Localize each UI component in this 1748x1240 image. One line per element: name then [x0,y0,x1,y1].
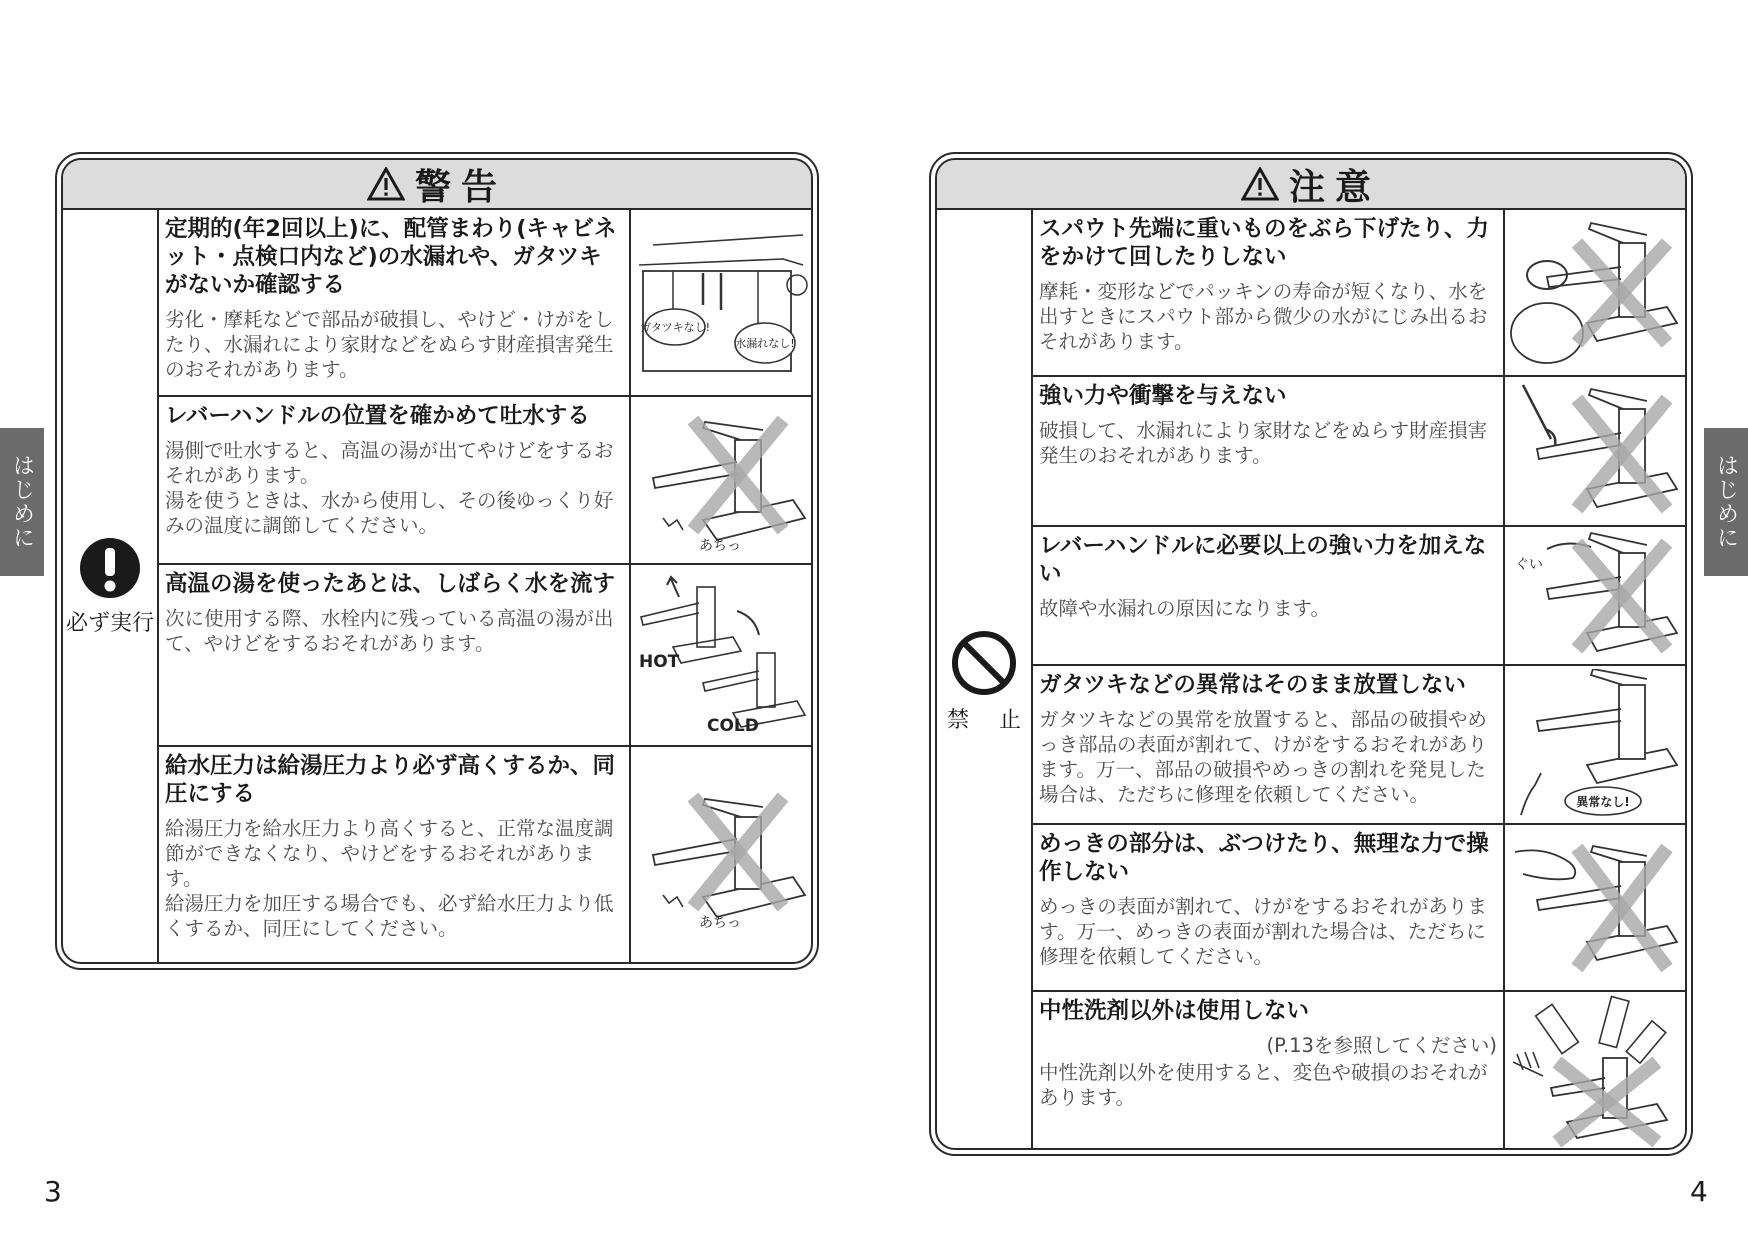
faucet-pressure-illustration [631,747,811,962]
caution-header-title: 注意 [1288,166,1381,208]
warning-box [55,152,819,970]
warning-triangle-icon [1241,167,1279,201]
row-title: レバーハンドルの位置を確かめて吐水する [165,403,590,429]
row-desc: 次に使用する際、水栓内に残っている高温の湯が出て、やけどをするおそれがあります。 [165,607,614,655]
side-tab-right: はじめに [1704,428,1748,576]
impact-faucet-illustration [1505,377,1685,525]
page-number-right: 4 [1690,1175,1708,1208]
row-title: レバーハンドルに必要以上の強い力を加えない [1039,533,1487,587]
warning-row [159,747,811,962]
row-title: 中性洗剤以外は使用しない [1039,998,1310,1024]
row-desc: 破損して、水漏れにより家財などをぬらす財産損害発生のおそれがあります。 [1039,419,1488,467]
exclamation-circle-icon [78,536,142,600]
side-tab-left: はじめに [0,428,44,576]
caution-row [1033,992,1685,1150]
lever-force-illustration [1505,527,1685,664]
row-desc: 摩耗・変形などでパッキンの寿命が短くなり、水を出すときにスパウト部から微少の水がにじみ出るおそれがあります。 [1039,280,1488,353]
row-note: (P.13を参照してください) [1266,1034,1497,1057]
mandatory-label: 必ず実行 [65,610,154,636]
warning-header-title: 警告 [414,166,507,208]
row-title: ガタツキなどの異常はそのまま放置しない [1039,672,1466,698]
warning-row [159,565,811,747]
row-desc: 中性洗剤以外を使用すると、変色や破損のおそれがあります。 [1039,1061,1488,1109]
mandatory-symbol [63,210,159,962]
row-desc: 湯側で吐水すると、高温の湯が出てやけどをするおそれがあります。 湯を使うときは、水から使用し、その後ゆっくり好みの温度に調節してください。 [165,439,614,537]
row-desc: めっきの表面が割れて、けがをするおそれがあります。万一、めっきの表面が割れた場合は、ただちに修理を依頼してください。 [1039,895,1487,968]
kettle-faucet-illustration [1505,210,1685,375]
row-title: 強い力や衝撃を与えない [1039,383,1287,409]
warning-header [63,160,811,210]
prohibited-icon [950,629,1018,697]
row-title: 給水圧力は給湯圧力より必ず高くするか、同圧にする [165,753,616,807]
caution-box [929,152,1693,1156]
caution-row [1033,210,1685,377]
page-number-left: 3 [44,1175,62,1208]
prohibited-symbol [937,210,1052,1150]
faucet-hot-illustration [631,397,811,563]
row-title: 定期的(年2回以上)に、配管まわり(キャビネット・点検口内など)の水漏れや、ガタツキがないか確認する [165,216,617,298]
normal-text: 異常なし! [1576,794,1630,809]
ouch-text: あちっ [699,538,741,554]
row-title: スパウト先端に重いものをぶら下げたり、力をかけて回したりしない [1039,216,1490,270]
prohibited-label: 禁止 [947,707,1052,733]
row-title: めっきの部分は、ぶつけたり、無理な力で操作しない [1039,831,1489,885]
caution-row [1033,527,1685,666]
detergent-illustration [1505,992,1685,1150]
caution-row [1033,377,1685,527]
bubble-text-2: 水漏れなし! [735,336,795,350]
warning-row [159,397,811,565]
row-desc: 故障や水漏れの原因になります。 [1039,597,1330,620]
bubble-text-1: ガタツキなし! [639,320,711,334]
row-title: 高温の湯を使ったあとは、しばらく水を流す [165,571,616,597]
cabinet-illustration [631,210,811,395]
ouch-text: あちっ [699,914,741,931]
hot-label: HOT [639,652,680,672]
row-desc: 給湯圧力を給水圧力より高くすると、正常な温度調節ができなくなり、やけどをするおそれがあります。 給湯圧力を加圧する場合でも、必ず給水圧力より低くするか、同圧にしてください。 [165,817,614,940]
hot-cold-illustration [631,565,811,745]
cold-label: COLD [707,716,759,736]
plating-faucet-illustration [1505,825,1685,990]
row-desc: 劣化・摩耗などで部品が破損し、やけど・けがをしたり、水漏れにより家財などをぬらす財産損害発生のおそれがあります。 [165,308,614,381]
warning-triangle-icon [367,167,405,201]
caution-header [937,160,1685,210]
caution-row [1033,825,1685,992]
push-text: ぐい [1515,556,1543,573]
row-desc: ガタツキなどの異常を放置すると、部品の破損やめっき部品の表面が割れて、けがをするおそれがあります。万一、部品の破損やめっきの割れを発見した場合は、ただちに修理を依頼してください。 [1039,708,1488,806]
warning-row [159,210,811,397]
caution-row [1033,666,1685,825]
inspect-faucet-illustration [1505,666,1685,823]
